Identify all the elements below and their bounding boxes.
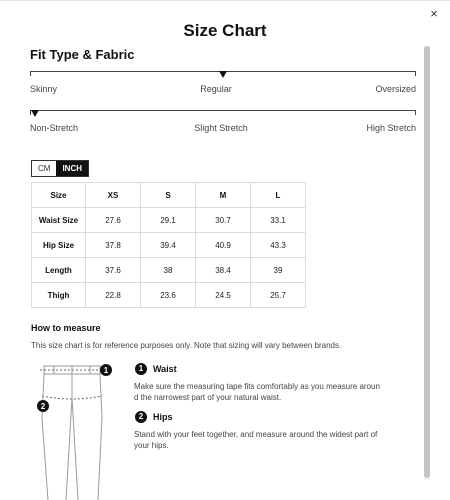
unit-inch-button[interactable]: INCH bbox=[56, 161, 88, 176]
table-row bbox=[32, 233, 306, 258]
step-2-badge: 2 bbox=[135, 411, 147, 423]
table-cell: 39.4 bbox=[141, 233, 196, 258]
pants-illustration-icon bbox=[36, 358, 116, 500]
table-cell: 38 bbox=[141, 258, 196, 283]
step-2-description bbox=[134, 429, 394, 451]
table-cell: 27.6 bbox=[86, 208, 141, 233]
table-row-header: Waist Size bbox=[32, 208, 86, 233]
left-leg-inner bbox=[66, 398, 72, 500]
scrollbar-thumb[interactable] bbox=[424, 46, 430, 478]
fabric-option-high-stretch: High Stretch bbox=[366, 123, 416, 133]
fabric-selected-marker-icon bbox=[31, 110, 39, 117]
table-row bbox=[32, 208, 306, 233]
table-cell: 23.6 bbox=[141, 283, 196, 308]
table-header-cell: Size bbox=[32, 183, 86, 208]
table-cell: 43.3 bbox=[251, 233, 306, 258]
table-cell: 33.1 bbox=[251, 208, 306, 233]
waist-marker-number: 1 bbox=[103, 366, 109, 375]
table-cell: 38.4 bbox=[196, 258, 251, 283]
size-table bbox=[31, 182, 306, 308]
table-cell: 37.8 bbox=[86, 233, 141, 258]
modal-title: Size Chart bbox=[183, 21, 267, 40]
fabric-option-slight-stretch: Slight Stretch bbox=[194, 123, 248, 133]
table-cell: 25.7 bbox=[251, 283, 306, 308]
close-icon[interactable]: × bbox=[430, 6, 438, 21]
table-cell: 29.1 bbox=[141, 208, 196, 233]
table-cell: 22.8 bbox=[86, 283, 141, 308]
unit-toggle bbox=[31, 160, 89, 177]
step-1-description bbox=[134, 381, 394, 403]
step-2-desc-line: Stand with your feet together, and measure around the widest part of bbox=[134, 430, 378, 439]
table-header-row bbox=[32, 183, 306, 208]
scale-tick-right bbox=[415, 71, 416, 76]
table-cell: 37.6 bbox=[86, 258, 141, 283]
table-row bbox=[32, 283, 306, 308]
fit-selected-marker-icon bbox=[219, 71, 227, 78]
right-leg-inner bbox=[72, 398, 78, 500]
step-2-desc-line: your hips. bbox=[134, 441, 169, 450]
step-1-desc-line: Make sure the measuring tape fits comfortably as you measure aroun bbox=[134, 382, 380, 391]
table-header-cell: L bbox=[251, 183, 306, 208]
how-to-measure-title: How to measure bbox=[31, 323, 101, 333]
table-header-cell: M bbox=[196, 183, 251, 208]
table-cell: 30.7 bbox=[196, 208, 251, 233]
fit-option-regular: Regular bbox=[200, 84, 232, 94]
unit-cm-button[interactable]: CM bbox=[32, 161, 56, 176]
table-header-cell: XS bbox=[86, 183, 141, 208]
step-2-title: Hips bbox=[153, 412, 173, 422]
table-cell: 40.9 bbox=[196, 233, 251, 258]
how-to-measure-note: This size chart is for reference purposes only. Note that sizing will vary between brands. bbox=[31, 341, 342, 350]
step-1-desc-line: d the narrowest part of your natural waist. bbox=[134, 393, 282, 402]
modal-top-edge bbox=[0, 0, 450, 1]
left-leg-outer bbox=[42, 374, 48, 500]
fit-option-oversized: Oversized bbox=[375, 84, 416, 94]
table-cell: 39 bbox=[251, 258, 306, 283]
close-button[interactable] bbox=[427, 7, 441, 21]
fabric-option-non-stretch: Non-Stretch bbox=[30, 123, 79, 133]
table-row-header: Thigh bbox=[32, 283, 86, 308]
step-1-badge: 1 bbox=[135, 363, 147, 375]
scrollbar[interactable] bbox=[424, 46, 430, 480]
scale-tick-left bbox=[30, 71, 31, 76]
scale-tick-right bbox=[415, 110, 416, 115]
step-1-title: Waist bbox=[153, 364, 177, 374]
table-row-header: Length bbox=[32, 258, 86, 283]
table-header-cell: S bbox=[141, 183, 196, 208]
table-cell: 24.5 bbox=[196, 283, 251, 308]
table-row bbox=[32, 258, 306, 283]
fit-option-skinny: Skinny bbox=[30, 84, 58, 94]
fit-section-title: Fit Type & Fabric bbox=[30, 47, 135, 62]
table-row-header: Hip Size bbox=[32, 233, 86, 258]
scale-line bbox=[30, 110, 416, 111]
hip-marker-number: 2 bbox=[40, 402, 46, 411]
right-leg-outer bbox=[98, 374, 102, 500]
